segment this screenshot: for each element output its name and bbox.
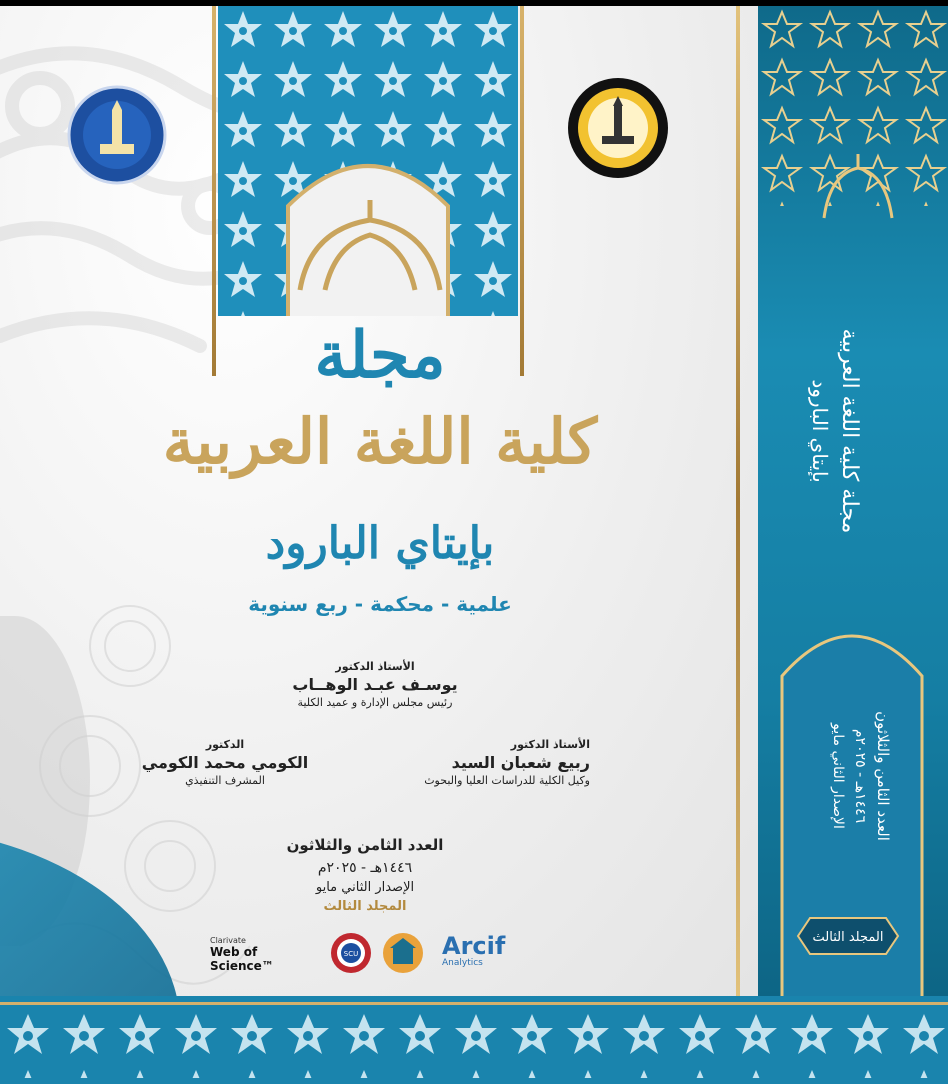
issue-release: الإصدار الثاني مايو (315, 880, 415, 895)
spine-title-text: مجلة كلية اللغة العربية (837, 328, 862, 534)
arcif-sub-label: Analytics (442, 958, 483, 968)
indexing-logos (210, 930, 530, 976)
arcif-label: Arcif (442, 932, 506, 960)
vice-dean (400, 738, 590, 787)
spine-issue-date: ١٤٤٦هـ - ٢٠٢٥م (852, 728, 868, 824)
person-role: الأستاذ الدكتور (510, 738, 590, 751)
issue-info (270, 836, 460, 914)
arcif-logo (442, 934, 532, 974)
scu-text: SCU (343, 950, 359, 958)
faculty-name-title: كلية اللغة العربية (162, 405, 598, 478)
person-role: الدكتور (205, 738, 245, 751)
board-chair (280, 660, 470, 709)
clarivate-label: Clarivate (210, 936, 246, 945)
al-azhar-faculty-seal-icon (66, 84, 168, 186)
person-position: المشرف التنفيذي (185, 774, 265, 787)
journal-spine (758, 6, 948, 996)
spine-subtitle-text: بإيتاي البارود (808, 379, 832, 483)
issue-date: ١٤٤٦هـ - ٢٠٢٥م (317, 860, 413, 876)
journal-tagline: علمية - محكمة - ربع سنوية (248, 592, 512, 616)
spine-gold-strip (736, 6, 740, 996)
spine-issue-info (758, 646, 948, 906)
band-star-pattern (0, 1008, 948, 1078)
spine-dome-icon (818, 146, 898, 226)
person-position: رئيس مجلس الإدارة و عميد الكلية (297, 696, 453, 709)
location-title: بإيتاي البارود (265, 518, 495, 569)
scu-logo-icon (330, 932, 372, 974)
spine-volume-badge (788, 914, 908, 958)
executive-supervisor (130, 738, 320, 787)
wos-label: Web of Science™ (210, 945, 274, 973)
person-name: ربيع شعبان السيد (451, 753, 590, 772)
building-logo-icon (382, 932, 424, 974)
person-position: وكيل الكلية للدراسات العليا والبحوث (424, 774, 590, 787)
spine-volume-text: المجلد الثالث (812, 930, 884, 945)
spine-title (758, 266, 948, 596)
person-name: يوسـف عبـد الوهــاب (292, 675, 458, 694)
gold-border-left (212, 6, 216, 376)
bottom-pattern-band (0, 996, 948, 1084)
web-of-science-logo (210, 936, 325, 973)
journal-word-title: مجلة (314, 318, 446, 393)
spine-issue-release: الإصدار الثاني مايو (830, 723, 846, 829)
issue-volume: المجلد الثالث (323, 899, 407, 914)
spine-issue-number: العدد الثامن والثلاثون (874, 711, 892, 841)
issue-number: العدد الثامن والثلاثون (286, 836, 444, 854)
band-gold-line (0, 1002, 948, 1005)
person-name: الكومي محمد الكومي (141, 753, 309, 772)
gold-dome-icon (290, 190, 450, 300)
person-role: الأستاذ الدكتور (335, 660, 415, 673)
al-azhar-university-logo (566, 76, 670, 180)
